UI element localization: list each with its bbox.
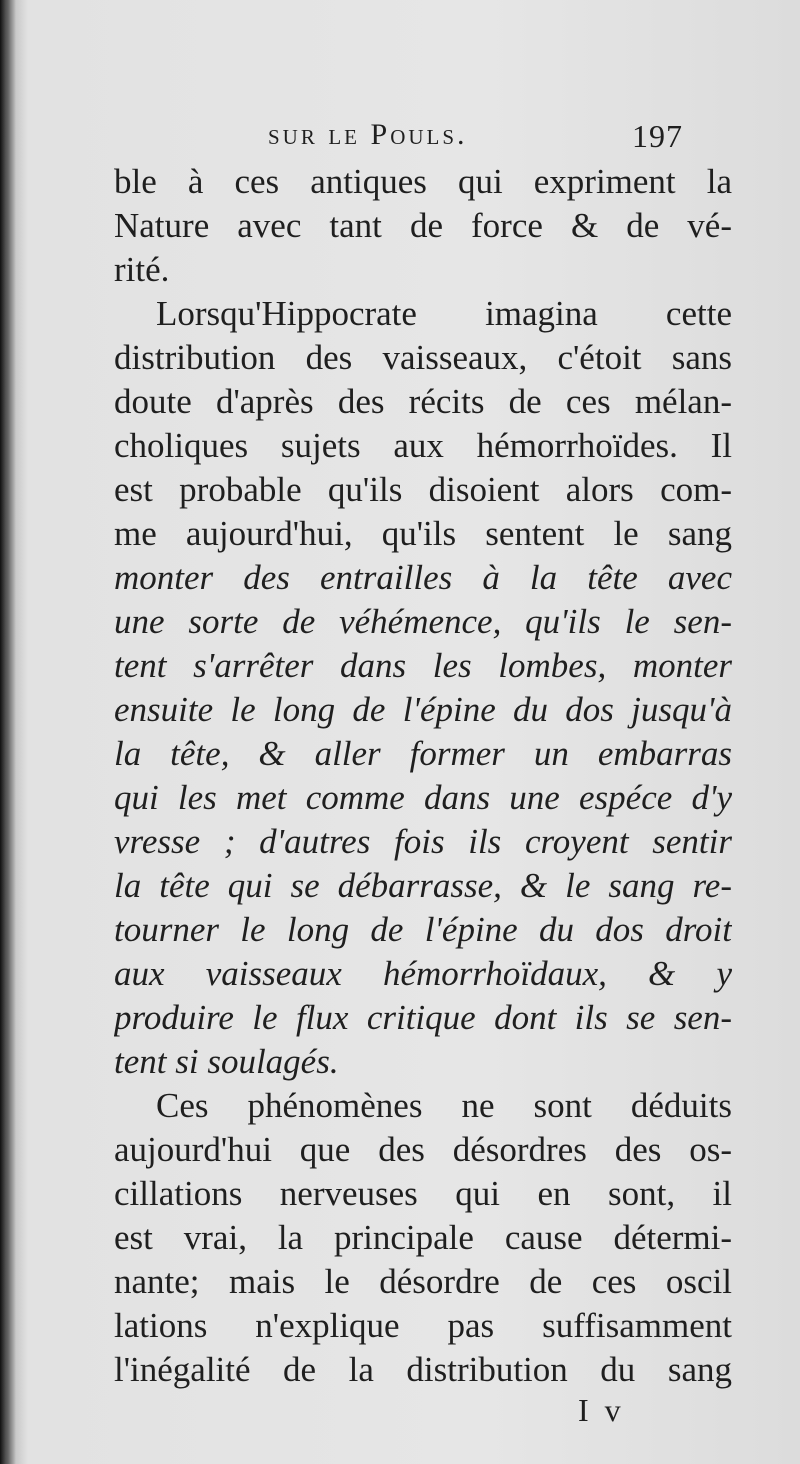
text-line: doute d'après des récits de ces mélan- <box>114 382 732 421</box>
text-line: tourner le long de l'épine du dos droit <box>114 910 732 949</box>
text-line: ble à ces antiques qui expriment la <box>114 162 732 201</box>
text-line: me aujourd'hui, qu'ils sentent le sang <box>114 514 732 553</box>
text-line: monter des entrailles à la tête avec <box>114 558 732 597</box>
text-line: lations n'explique pas suffisamment <box>114 1306 732 1345</box>
text-line: tent s'arrêter dans les lombes, monter <box>114 646 732 685</box>
running-title: sur le Pouls. <box>268 118 468 151</box>
text-line: Lorsqu'Hippocrate imagina cette <box>156 294 732 333</box>
text-line: tent si soulagés. <box>114 1042 339 1081</box>
text-line: rité. <box>114 250 170 289</box>
text-line: choliques sujets aux hémorrhoïdes. Il <box>114 426 732 465</box>
text-line: Nature avec tant de force & de vé- <box>114 206 732 245</box>
text-line: ensuite le long de l'épine du dos jusqu'à <box>114 690 732 729</box>
text-line: cillations nerveuses qui en sont, il <box>114 1174 732 1213</box>
text-line: distribution des vaisseaux, c'étoit sans <box>114 338 732 377</box>
text-line: la tête qui se débarrasse, & le sang re- <box>114 866 732 905</box>
text-line: est vrai, la principale cause détermi- <box>114 1218 732 1257</box>
text-line: vresse ; d'autres fois ils croyent sentir <box>114 822 732 861</box>
text-line: Ces phénomènes ne sont déduits <box>156 1086 732 1125</box>
text-line: une sorte de véhémence, qu'ils le sen- <box>114 602 732 641</box>
text-line: aujourd'hui que des désordres des os- <box>114 1130 732 1169</box>
binding-shadow <box>0 0 16 1464</box>
text-line: nante; mais le désordre de ces oscil <box>114 1262 732 1301</box>
text-line: l'inégalité de la distribution du sang <box>114 1350 732 1389</box>
text-line: est probable qu'ils disoient alors com- <box>114 470 732 509</box>
text-line: produire le flux critique dont ils se sen- <box>114 998 732 1037</box>
page-number: 197 <box>632 118 683 154</box>
text-line: qui les met comme dans une espéce d'y <box>114 778 732 817</box>
body-text <box>114 160 732 1392</box>
text-line: la tête, & aller former un embarras <box>114 734 732 773</box>
text-line: aux vaisseaux hémorrhoïdaux, & y <box>114 954 732 993</box>
signature-mark: I v <box>578 1392 625 1428</box>
